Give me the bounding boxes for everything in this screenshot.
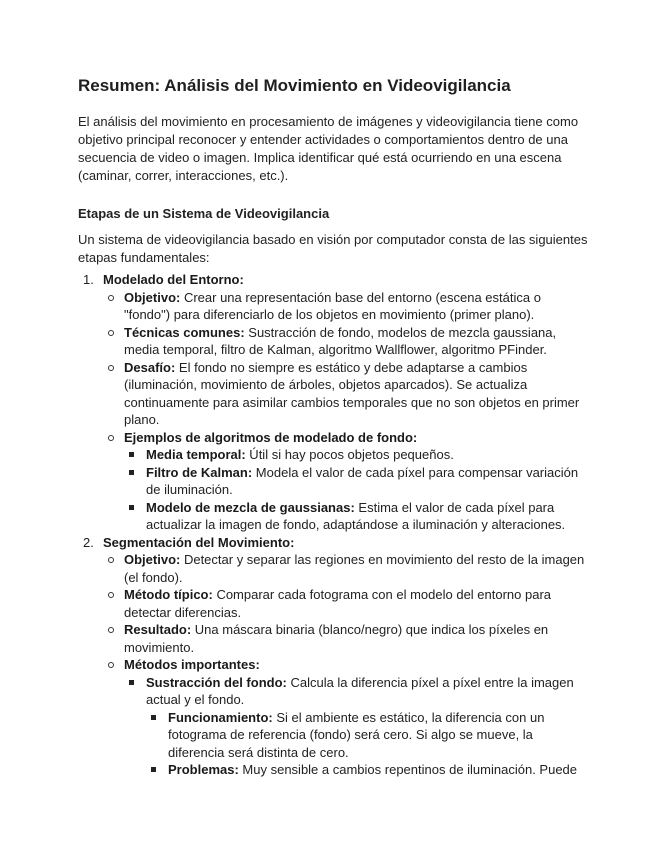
list-item	[124, 464, 588, 499]
list-item	[103, 621, 588, 656]
hollow-bullet-icon	[108, 557, 114, 563]
square-bullet-icon	[151, 767, 156, 772]
list-item	[103, 551, 588, 586]
document-title: Resumen: Análisis del Movimiento en Videovigilancia	[78, 76, 511, 95]
square-bullet-icon	[129, 680, 134, 685]
list-item	[103, 324, 588, 359]
hollow-bullet-icon	[108, 365, 114, 371]
section-heading: Etapas de un Sistema de Videovigilancia	[78, 206, 330, 221]
stages-list	[78, 271, 588, 779]
examples-list	[124, 446, 588, 534]
item-text: Modela el valor de cada píxel para compensar variación de iluminación.	[146, 464, 579, 497]
list-item	[146, 761, 588, 779]
item-label: Objetivo:	[124, 552, 181, 567]
item-label: Media temporal:	[146, 447, 246, 462]
list-item	[124, 499, 588, 534]
item-text: Muy sensible a cambios repentinos de iluminación. Puede	[238, 762, 578, 777]
item-text: El fondo no siempre es estático y debe adaptarse a cambios (iluminación, movimiento de árboles, objetos aparcados). Se actualiza continuamente para asimilar cambios temporales que no son objetos en primer plano.	[124, 359, 580, 427]
item-text: Crear una representación base del entorno (escena estática o "fondo") para diferenciarlo de los objetos en movimiento (primer plano).	[124, 289, 541, 322]
square-bullet-icon	[129, 452, 134, 457]
stage-details-list	[103, 551, 588, 779]
method-details-list	[146, 709, 588, 779]
stage-title: Modelado del Entorno:	[103, 272, 244, 287]
list-item	[103, 429, 588, 534]
list-item	[124, 674, 588, 779]
square-bullet-icon	[129, 505, 134, 510]
square-bullet-icon	[129, 470, 134, 475]
item-text: Calcula la diferencia píxel a píxel entre la imagen actual y el fondo.	[146, 674, 574, 707]
stage-item	[78, 534, 588, 779]
methods-list	[124, 674, 588, 779]
item-label: Filtro de Kalman:	[146, 464, 253, 480]
item-text: Útil si hay pocos objetos pequeños.	[245, 447, 454, 462]
list-item	[146, 709, 588, 762]
hollow-bullet-icon	[108, 435, 114, 441]
item-label: Técnicas comunes:	[124, 324, 245, 340]
item-label: Objetivo:	[124, 289, 181, 305]
item-label: Problemas:	[168, 762, 239, 777]
stage-number: 1.	[83, 272, 94, 287]
square-bullet-icon	[151, 715, 156, 720]
item-text: Una máscara binaria (blanco/negro) que indica los píxeles en movimiento.	[124, 622, 549, 655]
hollow-bullet-icon	[108, 330, 114, 336]
list-item	[103, 289, 588, 324]
hollow-bullet-icon	[108, 627, 114, 633]
item-label: Sustracción del fondo:	[146, 674, 287, 690]
item-text: Comparar cada fotograma con el modelo del entorno para detectar diferencias.	[124, 587, 552, 620]
item-text: Si el ambiente es estático, la diferencia con un fotograma de referencia (fondo) será cero. Si algo se mueve, la diferencia será distinta de cero.	[168, 709, 545, 760]
item-label: Desafío:	[124, 359, 176, 375]
document-page	[78, 74, 588, 779]
intro-paragraph: El análisis del movimiento en procesamiento de imágenes y videovigilancia tiene como objetivo principal reconocer y entender actividades o comportamientos dentro de una secuencia de video o imagen. Implica identificar qué está ocurriendo en una escena (caminar, correr, interacciones, etc.).	[78, 114, 579, 183]
hollow-bullet-icon	[108, 662, 114, 668]
stage-title: Segmentación del Movimiento:	[103, 534, 295, 550]
list-item	[103, 656, 588, 779]
list-item	[103, 586, 588, 621]
stage-number: 2.	[83, 534, 94, 550]
item-label: Funcionamiento:	[168, 709, 273, 725]
list-item	[124, 446, 588, 464]
item-label: Método típico:	[124, 587, 213, 602]
item-text: Estima el valor de cada píxel para actualizar la imagen de fondo, adaptándose a iluminación y alteraciones.	[146, 499, 566, 532]
hollow-bullet-icon	[108, 295, 114, 301]
item-text: Sustracción de fondo, modelos de mezcla gaussiana, media temporal, filtro de Kalman, algoritmo Wallflower, algoritmo PFinder.	[124, 324, 557, 357]
item-text: Detectar y separar las regiones en movimiento del resto de la imagen (el fondo).	[124, 552, 585, 585]
section-lead: Un sistema de videovigilancia basado en visión por computador consta de las siguientes etapas fundamentales:	[78, 232, 588, 265]
hollow-bullet-icon	[108, 592, 114, 598]
item-label: Modelo de mezcla de gaussianas:	[146, 499, 355, 515]
list-item	[103, 359, 588, 429]
item-label: Resultado:	[124, 622, 192, 637]
item-label: Ejemplos de algoritmos de modelado de fondo:	[124, 429, 418, 445]
item-label: Métodos importantes:	[124, 657, 260, 672]
stage-item	[78, 271, 588, 534]
stage-details-list	[103, 289, 588, 534]
